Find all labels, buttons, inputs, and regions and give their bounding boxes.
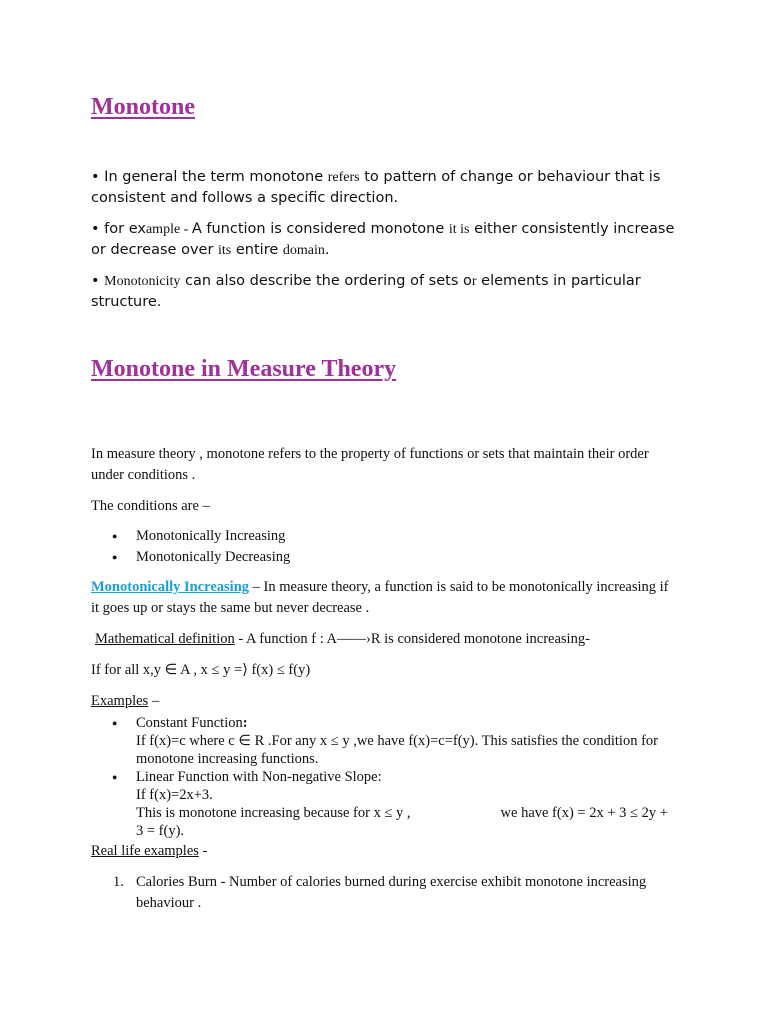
examples-label: Examples – xyxy=(91,693,160,709)
intro-paragraph: In measure theory , monotone refers to the property of functions or sets that maintain their order under conditions . xyxy=(91,446,649,483)
list-item: 1. Calories Burn - Number of calories burned during exercise exhibit monotone increasing behaviour . xyxy=(113,874,647,911)
heading-monotone-in-measure-theory: Monotone in Measure Theory xyxy=(91,356,397,382)
examples-list xyxy=(91,714,675,840)
bullet-marker: • xyxy=(91,221,100,237)
bullet-marker: • xyxy=(91,169,100,185)
monotonically-increasing-paragraph: Monotonically Increasing – In measure theory, a function is said to be monotonically increasing if it goes up or stays the same but never decrease . xyxy=(91,579,669,616)
bullet-paragraph-2: • for example - A function is considered monotone it is either consistently increase or decrease over its entire domain. xyxy=(91,221,675,258)
real-life-examples-label: Real life examples - xyxy=(91,843,208,859)
list-item: ● Constant Function: If f(x)=c where c ∈ R .For any x ≤ y ,we have f(x)=c=f(y). This satisfies the condition for monotone increasing functions. xyxy=(91,714,675,768)
list-item: ● Monotonically Decreasing xyxy=(91,547,675,568)
real-life-examples-list xyxy=(91,872,675,914)
mathematical-definition: Mathematical definition - A function f : A——›R is considered monotone increasing- xyxy=(95,631,590,647)
definition-formula: If for all x,y ∈ A , x ≤ y =⟩ f(x) ≤ f(y) xyxy=(91,662,311,678)
bullet-paragraph-1: • In general the term monotone refers to pattern of change or behaviour that is consistent and follows a specific direction. xyxy=(91,169,661,206)
list-item: ● Monotonically Increasing xyxy=(91,526,675,547)
conditions-label: The conditions are – xyxy=(91,498,210,514)
monotonically-increasing-link[interactable]: Monotonically Increasing xyxy=(91,579,250,595)
heading-monotone: Monotone xyxy=(91,94,195,120)
bullet-paragraph-3: • Monotonicity can also describe the ordering of sets or elements in particular structure. xyxy=(91,273,641,310)
list-item: ● Linear Function with Non-negative Slope: If f(x)=2x+3. This is monotone increasing because for x ≤ y , we have f(x) = 2x + 3 ≤ 2y + 3 = f(y). xyxy=(91,768,675,840)
conditions-list xyxy=(91,526,675,568)
bullet-marker: • xyxy=(91,273,100,289)
